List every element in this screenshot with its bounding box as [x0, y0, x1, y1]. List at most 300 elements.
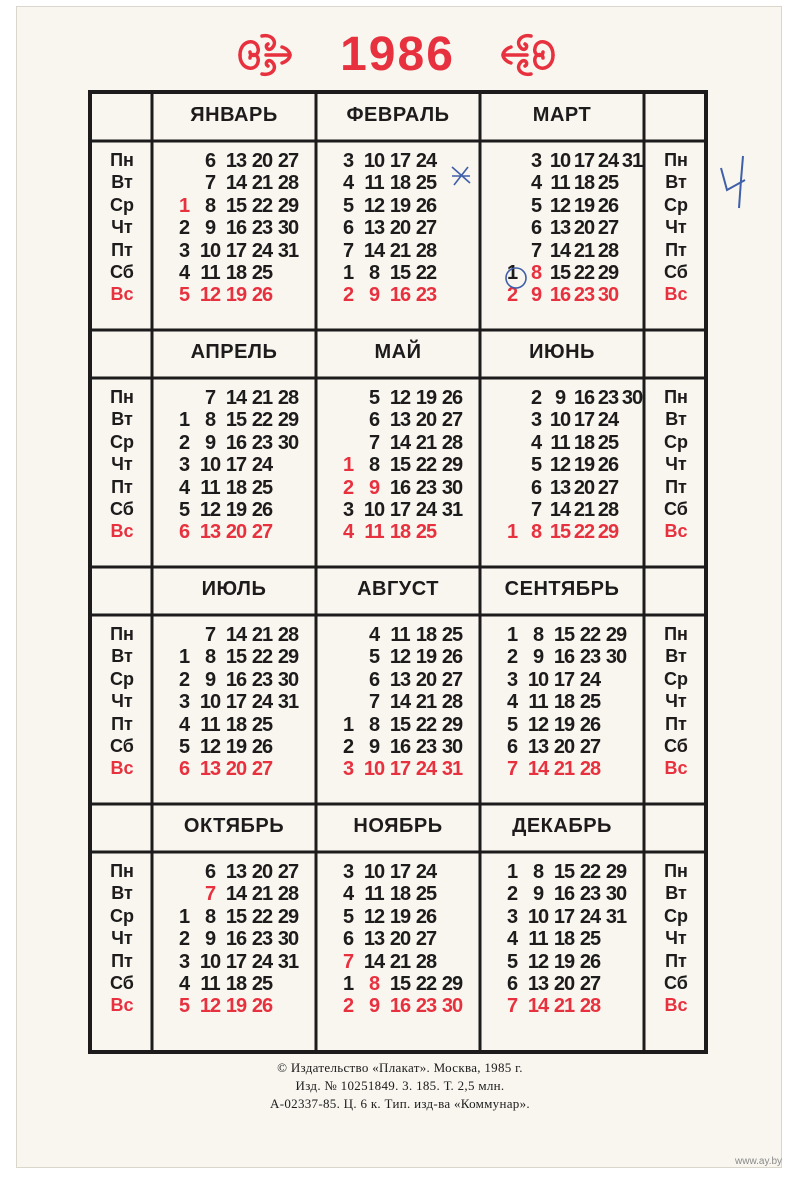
day-number: 2	[342, 476, 354, 499]
day-number: 19	[573, 194, 595, 217]
day-number: 23	[251, 928, 273, 951]
day-number: 19	[389, 905, 411, 928]
day-number: 3	[178, 239, 190, 262]
day-number: 10	[363, 758, 385, 781]
day-number: 27	[277, 150, 299, 172]
weekday-label: Вт	[111, 409, 133, 430]
day-number: 3	[178, 691, 190, 714]
weekday-label: Сб	[664, 973, 688, 993]
day-number: 13	[527, 736, 549, 758]
day-number: 25	[251, 476, 273, 499]
day-number: 22	[251, 194, 273, 217]
day-number: 19	[573, 454, 595, 477]
day-number: 9	[554, 387, 566, 409]
day-number: 27	[597, 476, 619, 499]
day-number: 11	[528, 691, 548, 714]
weekday-label: Вс	[664, 284, 688, 305]
day-number: 18	[415, 624, 437, 646]
day-number: 4	[178, 476, 190, 499]
weekday-label: Вт	[665, 883, 687, 904]
day-number: 9	[368, 736, 380, 758]
day-number: 19	[553, 950, 575, 973]
weekday-label: Пн	[664, 624, 688, 644]
weekday-label: Вс	[664, 521, 688, 542]
month-name: АПРЕЛЬ	[190, 341, 278, 363]
day-number: 22	[415, 973, 437, 995]
day-number: 30	[605, 646, 627, 669]
day-number: 16	[573, 387, 595, 409]
month-name: СЕНТЯБРЬ	[504, 578, 620, 600]
day-number: 18	[553, 928, 575, 951]
weekday-label: Пт	[665, 476, 687, 497]
day-number: 9	[532, 883, 544, 906]
day-number: 9	[368, 995, 380, 1018]
day-number: 2	[342, 284, 354, 307]
weekday-label: Пт	[111, 476, 133, 497]
day-number: 24	[251, 454, 273, 477]
weekday-label: Сб	[664, 736, 688, 756]
day-number: 5	[368, 387, 380, 409]
day-number: 3	[178, 950, 190, 973]
day-number: 30	[621, 387, 643, 409]
day-number: 5	[178, 736, 190, 758]
day-number: 23	[579, 883, 601, 906]
day-number: 15	[549, 521, 571, 544]
day-number: 6	[530, 217, 542, 240]
day-number: 23	[251, 431, 273, 454]
day-number: 23	[415, 476, 437, 499]
day-number: 7	[204, 172, 216, 195]
day-number: 7	[204, 624, 216, 646]
day-number: 1	[178, 646, 190, 669]
month-name: ФЕВРАЛЬ	[346, 104, 450, 126]
day-number: 25	[415, 521, 437, 544]
day-number: 23	[251, 668, 273, 691]
day-number: 5	[342, 905, 354, 928]
weekday-label: Ср	[110, 194, 134, 215]
day-number: 8	[532, 624, 544, 646]
day-number: 8	[368, 973, 380, 995]
day-number: 12	[199, 736, 221, 758]
day-number: 10	[363, 861, 385, 883]
day-number: 15	[549, 262, 571, 284]
day-number: 1	[342, 713, 354, 736]
day-number: 7	[204, 387, 216, 409]
day-number: 7	[530, 239, 542, 262]
day-number: 26	[597, 454, 619, 477]
weekday-label: Ср	[110, 431, 134, 452]
day-number: 6	[204, 150, 216, 172]
day-number: 13	[549, 476, 571, 499]
day-number: 6	[506, 736, 518, 758]
day-number: 29	[605, 624, 627, 646]
day-number: 29	[441, 973, 463, 995]
day-number: 28	[597, 499, 619, 521]
day-number: 25	[597, 172, 619, 195]
day-number: 5	[178, 499, 190, 521]
weekday-label: Пт	[665, 239, 687, 260]
weekday-label: Ср	[664, 431, 688, 452]
day-number: 2	[342, 995, 354, 1018]
day-number: 3	[342, 150, 354, 172]
day-number: 21	[389, 950, 411, 973]
day-number: 9	[532, 646, 544, 669]
month-days	[336, 861, 496, 1031]
day-number: 25	[251, 713, 273, 736]
day-number: 11	[364, 521, 384, 544]
day-number: 29	[597, 262, 619, 284]
day-number: 20	[251, 861, 273, 883]
weekday-label: Чт	[665, 217, 687, 238]
day-number: 15	[553, 624, 575, 646]
day-number: 8	[368, 262, 380, 284]
watermark: www.ay.by	[735, 1156, 783, 1167]
day-number: 21	[251, 624, 273, 646]
day-number: 29	[277, 905, 299, 928]
weekday-label: Пт	[111, 713, 133, 734]
weekday-label: Вс	[110, 284, 134, 305]
weekday-label: Чт	[111, 691, 133, 712]
weekday-label: Сб	[664, 499, 688, 519]
day-number: 18	[573, 172, 595, 195]
day-number: 22	[251, 905, 273, 928]
day-number: 31	[441, 758, 463, 781]
day-number: 14	[389, 691, 411, 714]
day-number: 17	[389, 499, 411, 521]
day-number: 31	[441, 499, 463, 521]
weekday-label: Вс	[664, 758, 688, 779]
day-number: 6	[342, 928, 354, 951]
day-number: 20	[225, 521, 247, 544]
month-name: ОКТЯБРЬ	[183, 815, 285, 837]
day-number: 17	[225, 691, 247, 714]
day-number: 3	[530, 409, 542, 432]
day-number: 18	[225, 973, 247, 995]
day-number: 14	[363, 239, 385, 262]
day-number: 22	[251, 646, 273, 669]
day-number: 3	[342, 499, 354, 521]
day-number: 19	[415, 646, 437, 669]
day-number: 9	[204, 217, 216, 240]
day-number: 14	[225, 387, 247, 409]
day-number: 2	[178, 668, 190, 691]
day-number: 14	[527, 995, 549, 1018]
day-number: 5	[506, 713, 518, 736]
day-number: 24	[415, 150, 437, 172]
day-number: 16	[389, 284, 411, 307]
day-number: 16	[389, 995, 411, 1018]
pen-circle-mark	[503, 265, 529, 291]
day-number: 1	[342, 454, 354, 477]
weekday-label: Чт	[111, 928, 133, 949]
day-number: 23	[573, 284, 595, 307]
day-number: 13	[389, 409, 411, 432]
day-number: 30	[277, 431, 299, 454]
day-number: 6	[204, 861, 216, 883]
day-number: 17	[553, 905, 575, 928]
day-number: 28	[441, 691, 463, 714]
weekday-label: Вс	[110, 758, 134, 779]
day-number: 26	[597, 194, 619, 217]
day-number: 31	[605, 905, 627, 928]
day-number: 12	[527, 713, 549, 736]
day-number: 30	[277, 928, 299, 951]
day-number: 28	[441, 431, 463, 454]
day-number: 15	[553, 861, 575, 883]
day-number: 18	[225, 713, 247, 736]
day-number: 25	[251, 973, 273, 995]
day-number: 12	[199, 499, 221, 521]
month-days	[500, 387, 660, 557]
day-number: 18	[225, 476, 247, 499]
day-number: 4	[178, 973, 190, 995]
day-number: 29	[597, 521, 619, 544]
day-number: 13	[527, 973, 549, 995]
day-number: 4	[530, 172, 542, 195]
day-number: 10	[199, 950, 221, 973]
weekday-label: Пт	[111, 239, 133, 260]
day-number: 7	[204, 883, 216, 906]
day-number: 2	[506, 883, 518, 906]
day-number: 20	[389, 928, 411, 951]
weekday-label: Сб	[110, 973, 134, 993]
day-number: 15	[225, 905, 247, 928]
day-number: 16	[549, 284, 571, 307]
day-number: 6	[342, 217, 354, 240]
day-number: 25	[579, 691, 601, 714]
day-number: 21	[251, 172, 273, 195]
day-number: 17	[553, 668, 575, 691]
day-number: 8	[204, 646, 216, 669]
day-number: 25	[597, 431, 619, 454]
day-number: 1	[506, 861, 518, 883]
day-number: 4	[506, 691, 518, 714]
weekday-label: Сб	[110, 499, 134, 519]
day-number: 11	[200, 476, 220, 499]
day-number: 12	[549, 194, 571, 217]
day-number: 29	[277, 194, 299, 217]
weekday-label: Вт	[111, 883, 133, 904]
day-number: 26	[251, 284, 273, 307]
day-number: 26	[441, 387, 463, 409]
day-number: 25	[415, 172, 437, 195]
month-days	[500, 624, 660, 794]
weekday-label: Вт	[111, 172, 133, 193]
day-number: 13	[389, 668, 411, 691]
day-number: 9	[530, 284, 542, 307]
day-number: 3	[506, 905, 518, 928]
day-number: 30	[441, 736, 463, 758]
day-number: 12	[549, 454, 571, 477]
day-number: 8	[204, 905, 216, 928]
day-number: 17	[573, 150, 595, 172]
day-number: 2	[506, 284, 518, 307]
day-number: 22	[579, 624, 601, 646]
day-number: 28	[277, 387, 299, 409]
day-number: 17	[225, 950, 247, 973]
weekday-label: Пт	[111, 950, 133, 971]
day-number: 1	[342, 973, 354, 995]
day-number: 23	[251, 217, 273, 240]
day-number: 23	[415, 995, 437, 1018]
day-number: 10	[199, 454, 221, 477]
day-number: 16	[553, 883, 575, 906]
day-number: 21	[553, 758, 575, 781]
day-number: 12	[363, 194, 385, 217]
day-number: 26	[251, 499, 273, 521]
day-number: 26	[579, 713, 601, 736]
day-number: 22	[415, 713, 437, 736]
day-number: 24	[415, 499, 437, 521]
day-number: 24	[415, 758, 437, 781]
day-number: 8	[368, 713, 380, 736]
month-days	[500, 150, 660, 320]
day-number: 15	[389, 713, 411, 736]
weekday-label: Сб	[110, 736, 134, 756]
day-number: 6	[506, 973, 518, 995]
day-number: 16	[225, 928, 247, 951]
day-number: 4	[342, 521, 354, 544]
day-number: 3	[342, 758, 354, 781]
day-number: 13	[363, 928, 385, 951]
weekday-label: Пн	[664, 387, 688, 407]
day-number: 27	[415, 217, 437, 240]
weekday-label: Пн	[110, 150, 134, 170]
day-number: 22	[573, 521, 595, 544]
day-number: 5	[368, 646, 380, 669]
weekday-label: Чт	[111, 217, 133, 238]
day-number: 5	[178, 995, 190, 1018]
day-number: 10	[199, 691, 221, 714]
weekday-label: Сб	[664, 262, 688, 282]
footer-line-1: © Издательство «Плакат». Москва, 1985 г.	[277, 1060, 523, 1075]
day-number: 19	[225, 995, 247, 1018]
month-name: МАРТ	[532, 104, 592, 126]
month-days	[172, 387, 332, 557]
weekday-label: Пн	[110, 861, 134, 881]
day-number: 24	[251, 950, 273, 973]
weekday-label: Вс	[664, 995, 688, 1016]
weekday-label: Вт	[111, 646, 133, 667]
day-number: 16	[225, 217, 247, 240]
day-number: 21	[573, 499, 595, 521]
day-number: 26	[251, 736, 273, 758]
weekday-label: Чт	[665, 928, 687, 949]
day-number: 4	[342, 172, 354, 195]
day-number: 12	[199, 995, 221, 1018]
day-number: 8	[530, 262, 542, 284]
day-number: 22	[415, 262, 437, 284]
day-number: 2	[178, 217, 190, 240]
footer-line-3: А-02337-85. Ц. 6 к. Тип. изд-ва «Коммунар».	[270, 1096, 530, 1111]
day-number: 19	[389, 194, 411, 217]
weekday-label: Вт	[665, 409, 687, 430]
day-number: 28	[277, 172, 299, 195]
day-number: 28	[415, 239, 437, 262]
day-number: 15	[389, 262, 411, 284]
day-number: 19	[415, 387, 437, 409]
day-number: 17	[389, 758, 411, 781]
day-number: 18	[553, 691, 575, 714]
day-number: 27	[579, 736, 601, 758]
day-number: 5	[342, 194, 354, 217]
day-number: 15	[225, 646, 247, 669]
day-number: 7	[368, 691, 380, 714]
day-number: 27	[441, 668, 463, 691]
day-number: 11	[550, 431, 570, 454]
weekday-label: Пн	[110, 624, 134, 644]
day-number: 14	[225, 624, 247, 646]
day-number: 29	[441, 713, 463, 736]
day-number: 25	[441, 624, 463, 646]
day-number: 1	[178, 194, 190, 217]
day-number: 17	[389, 861, 411, 883]
day-number: 24	[579, 668, 601, 691]
day-number: 28	[277, 883, 299, 906]
weekday-label: Вт	[665, 646, 687, 667]
day-number: 5	[506, 950, 518, 973]
day-number: 15	[225, 409, 247, 432]
day-number: 29	[277, 646, 299, 669]
month-name: ЯНВАРЬ	[190, 104, 278, 126]
day-number: 19	[225, 499, 247, 521]
day-number: 30	[441, 995, 463, 1018]
day-number: 2	[530, 387, 542, 409]
day-number: 9	[368, 284, 380, 307]
day-number: 26	[579, 950, 601, 973]
day-number: 4	[506, 928, 518, 951]
day-number: 18	[573, 431, 595, 454]
day-number: 27	[441, 409, 463, 432]
pen-scribble-mark	[715, 150, 760, 230]
day-number: 26	[415, 194, 437, 217]
day-number: 15	[389, 973, 411, 995]
day-number: 4	[342, 883, 354, 906]
day-number: 9	[204, 668, 216, 691]
day-number: 10	[549, 150, 571, 172]
day-number: 28	[579, 995, 601, 1018]
day-number: 15	[389, 454, 411, 477]
month-name: ИЮЛЬ	[201, 578, 267, 600]
day-number: 16	[553, 646, 575, 669]
day-number: 11	[364, 883, 384, 906]
weekday-label: Пн	[110, 387, 134, 407]
day-number: 14	[549, 239, 571, 262]
weekday-label: Пт	[665, 713, 687, 734]
day-number: 8	[368, 454, 380, 477]
weekday-label: Ср	[664, 905, 688, 926]
day-number: 24	[251, 691, 273, 714]
month-name: ИЮНЬ	[529, 341, 595, 363]
day-number: 1	[178, 905, 190, 928]
day-number: 20	[573, 476, 595, 499]
left-ornament-icon	[232, 28, 296, 82]
day-number: 11	[200, 973, 220, 995]
month-days	[336, 387, 496, 557]
weekday-label: Пт	[665, 950, 687, 971]
day-number: 7	[342, 950, 354, 973]
pen-cross-mark	[448, 163, 474, 189]
day-number: 12	[389, 387, 411, 409]
day-number: 29	[277, 409, 299, 432]
day-number: 13	[199, 521, 221, 544]
right-ornament-icon	[497, 28, 561, 82]
weekday-label: Чт	[665, 691, 687, 712]
footer-line-2: Изд. № 10251849. 3. 185. Т. 2,5 млн.	[295, 1078, 505, 1093]
weekday-label: Сб	[110, 262, 134, 282]
day-number: 23	[597, 387, 619, 409]
day-number: 12	[389, 646, 411, 669]
